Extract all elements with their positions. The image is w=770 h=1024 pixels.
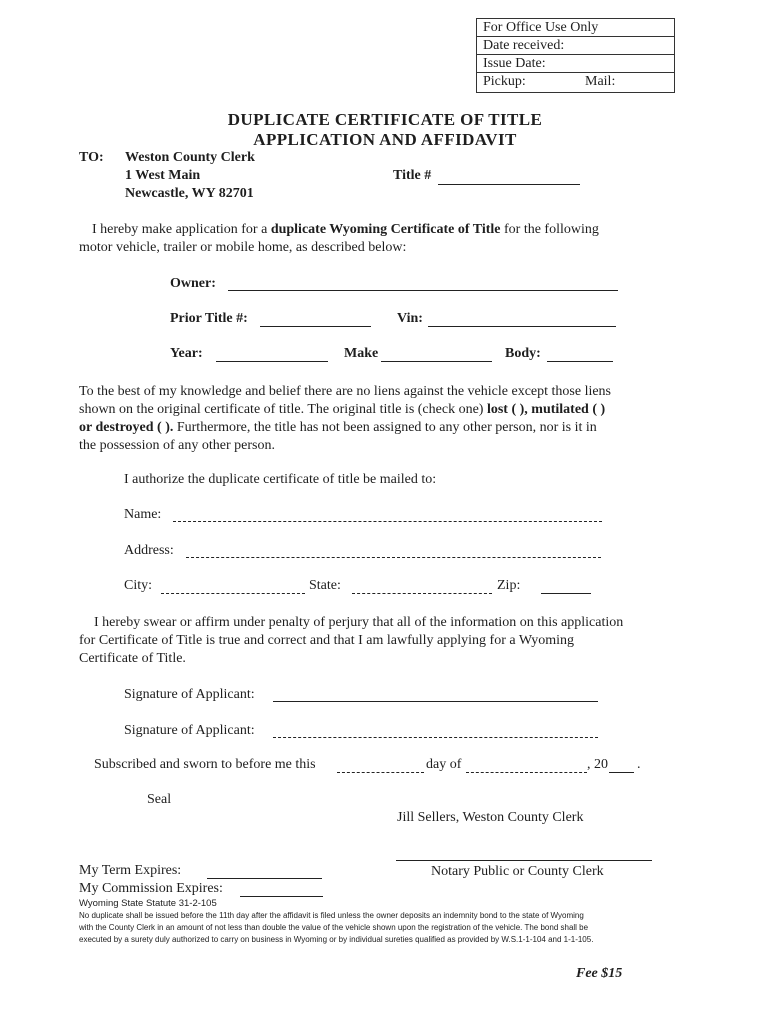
office-header: For Office Use Only <box>477 19 674 37</box>
liens-line4: the possession of any other person. <box>79 438 275 453</box>
office-use-box <box>476 18 675 93</box>
statute-line3: executed by a surety duly authorized to carry on business in Wyoming or by individual sureties qualified as provided by W.S.1-1-104 and 1-1-105. <box>79 935 594 944</box>
zip-label: Zip: <box>497 578 521 593</box>
destroyed-checkbox[interactable]: or destroyed ( ). <box>79 420 174 435</box>
sworn-year-field[interactable] <box>609 758 634 773</box>
year-field[interactable] <box>216 347 328 362</box>
state-label: State: <box>309 578 341 593</box>
lost-mutilated-checkboxes[interactable]: lost ( ), mutilated ( ) <box>486 402 606 417</box>
liens-line3-text: Furthermore, the title has not been assigned to any other person, nor is it in <box>173 420 597 435</box>
to-label: TO: <box>79 150 104 165</box>
date-received-field[interactable]: Date received: <box>477 37 674 55</box>
notary-signature-field[interactable] <box>396 846 652 861</box>
intro-text-bold: duplicate Wyoming Certificate of Title <box>270 222 501 237</box>
authorize-text: I authorize the duplicate certificate of title be mailed to: <box>124 472 437 487</box>
vin-label: Vin: <box>397 311 423 326</box>
body-label: Body: <box>505 346 541 361</box>
name-label: Name: <box>124 507 162 522</box>
commission-expires-field[interactable] <box>240 882 323 897</box>
swear-line3: Certificate of Title. <box>79 651 186 666</box>
fee-label: Fee $15 <box>576 966 623 981</box>
term-expires-field[interactable] <box>207 864 322 879</box>
commission-expires-label: My Commission Expires: <box>79 881 223 896</box>
statute-title: Wyoming State Statute 31-2-105 <box>79 898 217 909</box>
make-field[interactable] <box>381 347 492 362</box>
clerk-street: 1 West Main <box>125 168 201 183</box>
owner-field[interactable] <box>228 276 618 291</box>
pickup-label[interactable]: Pickup: <box>483 74 526 89</box>
signature1-label: Signature of Applicant: <box>124 687 255 702</box>
intro-text-pre: I hereby make application for a <box>92 222 271 237</box>
title-number-label: Title # <box>393 168 432 183</box>
mail-zip-field[interactable] <box>541 579 591 594</box>
form-title-line1: DUPLICATE CERTIFICATE OF TITLE <box>227 110 543 129</box>
liens-line2-text: shown on the original certificate of title. The original title is (check one) <box>79 402 487 417</box>
owner-label: Owner: <box>170 276 216 291</box>
signature2-label: Signature of Applicant: <box>124 723 255 738</box>
subscribed-label: Subscribed and sworn to before me this <box>94 757 316 772</box>
notary-label: Notary Public or County Clerk <box>431 864 604 879</box>
liens-line1: To the best of my knowledge and belief there are no liens against the vehicle except those liens <box>79 384 612 399</box>
intro-text-post: for the following <box>500 222 599 237</box>
mail-city-field[interactable] <box>161 579 305 594</box>
sworn-month-field[interactable] <box>466 758 587 773</box>
statute-line1: No duplicate shall be issued before the 11th day after the affidavit is filed unless the owner deposits an indemnity bond to the state of Wyoming <box>79 911 584 920</box>
signature1-field[interactable] <box>273 687 598 702</box>
mail-label[interactable]: Mail: <box>585 74 616 89</box>
clerk-signature-name: Jill Sellers, Weston County Clerk <box>397 810 584 825</box>
signature2-field[interactable] <box>273 723 598 738</box>
day-of-label: day of <box>426 757 462 772</box>
seal-label: Seal <box>147 792 172 807</box>
year-prefix-label: , 20 <box>587 757 608 772</box>
intro-line1 <box>92 221 599 239</box>
intro-line2: motor vehicle, trailer or mobile home, as described below: <box>79 240 407 255</box>
clerk-name: Weston County Clerk <box>125 150 255 165</box>
sworn-day-field[interactable] <box>337 758 424 773</box>
year-label: Year: <box>170 346 203 361</box>
swear-line2: for Certificate of Title is true and correct and that I am lawfully applying for a Wyoming <box>79 633 574 648</box>
term-expires-label: My Term Expires: <box>79 863 182 878</box>
vin-field[interactable] <box>428 312 616 327</box>
body-field[interactable] <box>547 347 613 362</box>
year-suffix: . <box>637 757 641 772</box>
form-title-line2: APPLICATION AND AFFIDAVIT <box>253 130 517 149</box>
prior-title-label: Prior Title #: <box>170 311 248 326</box>
city-label: City: <box>124 578 153 593</box>
prior-title-field[interactable] <box>260 312 371 327</box>
make-label: Make <box>344 346 379 361</box>
liens-line3 <box>79 419 597 437</box>
pickup-mail-row <box>477 73 674 91</box>
issue-date-field[interactable]: Issue Date: <box>477 55 674 73</box>
swear-line1: I hereby swear or affirm under penalty of perjury that all of the information on this application <box>94 615 624 630</box>
statute-line2: with the County Clerk in an amount of not less than double the value of the vehicle shown upon the registration of the vehicle. The bond shall be <box>79 923 589 932</box>
title-number-field[interactable] <box>438 170 580 185</box>
mail-name-field[interactable] <box>173 507 602 522</box>
mail-state-field[interactable] <box>352 579 492 594</box>
mail-address-field[interactable] <box>186 543 601 558</box>
address-label: Address: <box>124 543 174 558</box>
clerk-city: Newcastle, WY 82701 <box>125 186 254 201</box>
liens-line2 <box>79 401 605 419</box>
